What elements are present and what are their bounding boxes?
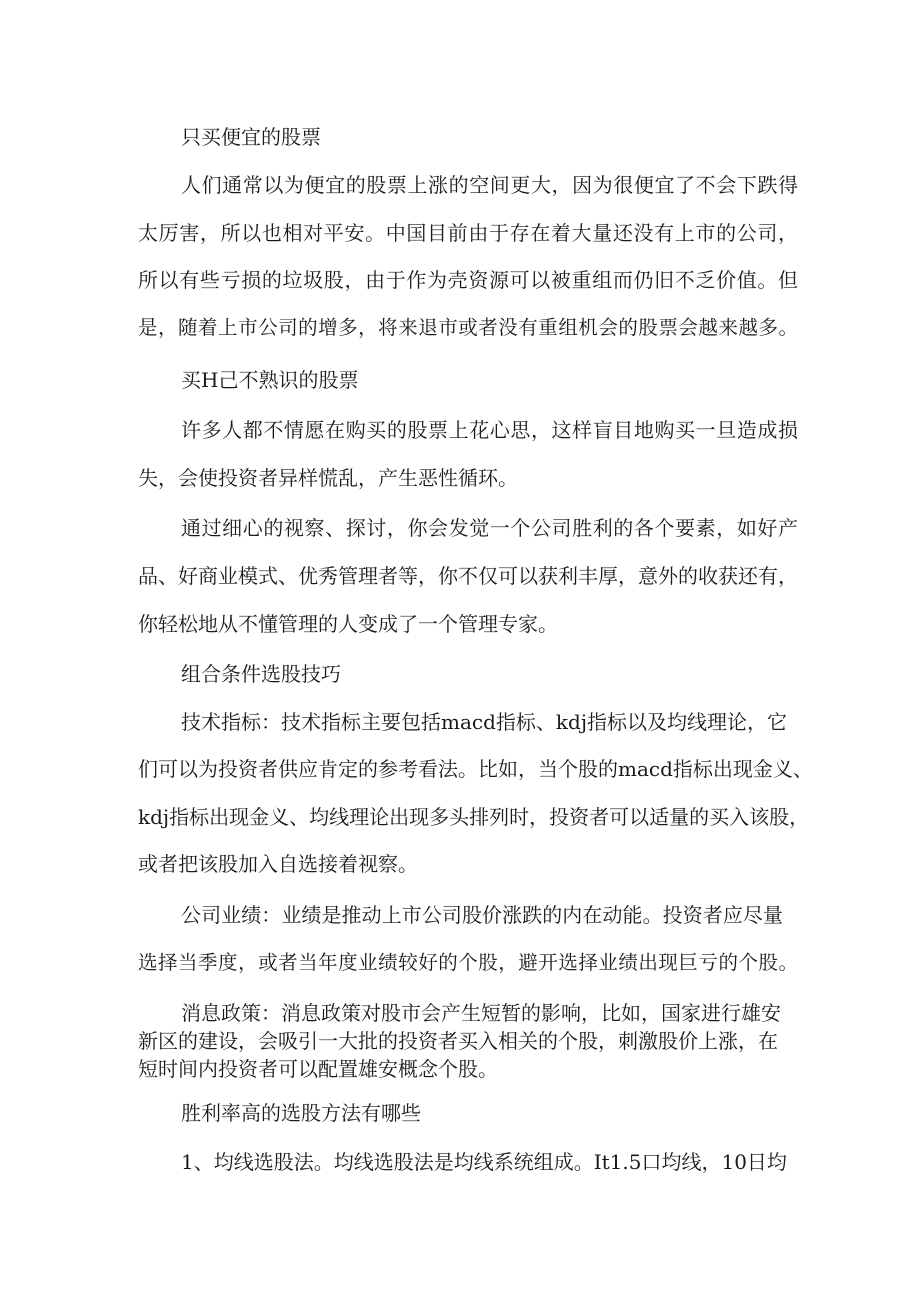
paragraph-line: 公司业绩：业绩是推动上市公司股价涨跌的内在动能。投资者应尽量: [181, 903, 783, 927]
paragraph-line: 通过细心的视察、探讨，你会发觉一个公司胜利的各个要素，如好产: [181, 516, 798, 540]
paragraph-line: 是，随着上市公司的增多，将来退市或者没有重组机会的股票会越来越多。: [138, 316, 798, 339]
paragraph-line: 品、好商业模式、优秀管理者等，你不仅可以获利丰厚，意外的收获还有，: [138, 564, 798, 588]
paragraph-line: 1、均线选股法。均线选股法是均线系统组成。It1.5口均线，10日均: [181, 1150, 787, 1174]
paragraph-line: 消息政策：消息政策对股市会产生短暂的影响，比如，国家进行雄安: [181, 1001, 781, 1025]
paragraph-line: 失，会使投资者异样慌乱，产生恶性循环。: [138, 466, 518, 490]
paragraph-line: 或者把该股加入自选接着视察。: [138, 852, 418, 876]
heading-buy-unfamiliar-stocks: 买H己不熟识的股票: [181, 368, 359, 392]
paragraph-line: kdj指标出现金义、均线理论出现多头排列时，投资者可以适量的买入该股，: [138, 805, 810, 829]
heading-high-success-methods: 胜利率高的选股方法有哪些: [181, 1101, 421, 1125]
paragraph-line: 技术指标：技术指标主要包括macd指标、kdj指标以及均线理论，它: [181, 710, 788, 734]
paragraph-line: 人们通常以为便宜的股票上涨的空间更大，因为很便宜了不会下跌得: [181, 173, 798, 197]
paragraph-line: 新区的建设，会吸引一大批的投资者买入相关的个股，刺激股价上涨，在: [138, 1029, 778, 1053]
paragraph-line: 们可以为投资者供应肯定的参考看法。比如，当个股的macd指标出现金义、: [138, 757, 813, 781]
paragraph-line: 太厉害，所以也相对平安。中国目前由于存在着大量还没有上市的公司，: [138, 221, 798, 245]
heading-buy-cheap-stocks: 只买便宜的股票: [181, 125, 321, 149]
paragraph-line: 许多人都不情愿在购买的股票上花心思，这样盲目地购买一旦造成损: [181, 418, 798, 442]
paragraph-line: 所以有些亏损的垃圾股，由于作为壳资源可以被重组而仍旧不乏价值。但: [138, 268, 798, 292]
paragraph-line: 短时间内投资者可以配置雄安概念个股。: [138, 1057, 498, 1081]
paragraph-line: 你轻松地从不懂管理的人变成了一个管理专家。: [138, 612, 558, 636]
heading-combined-conditions: 组合条件选股技巧: [181, 662, 341, 686]
paragraph-line: 选择当季度，或者当年度业绩较好的个股，避开选择业绩出现巨亏的个股。: [138, 951, 798, 974]
